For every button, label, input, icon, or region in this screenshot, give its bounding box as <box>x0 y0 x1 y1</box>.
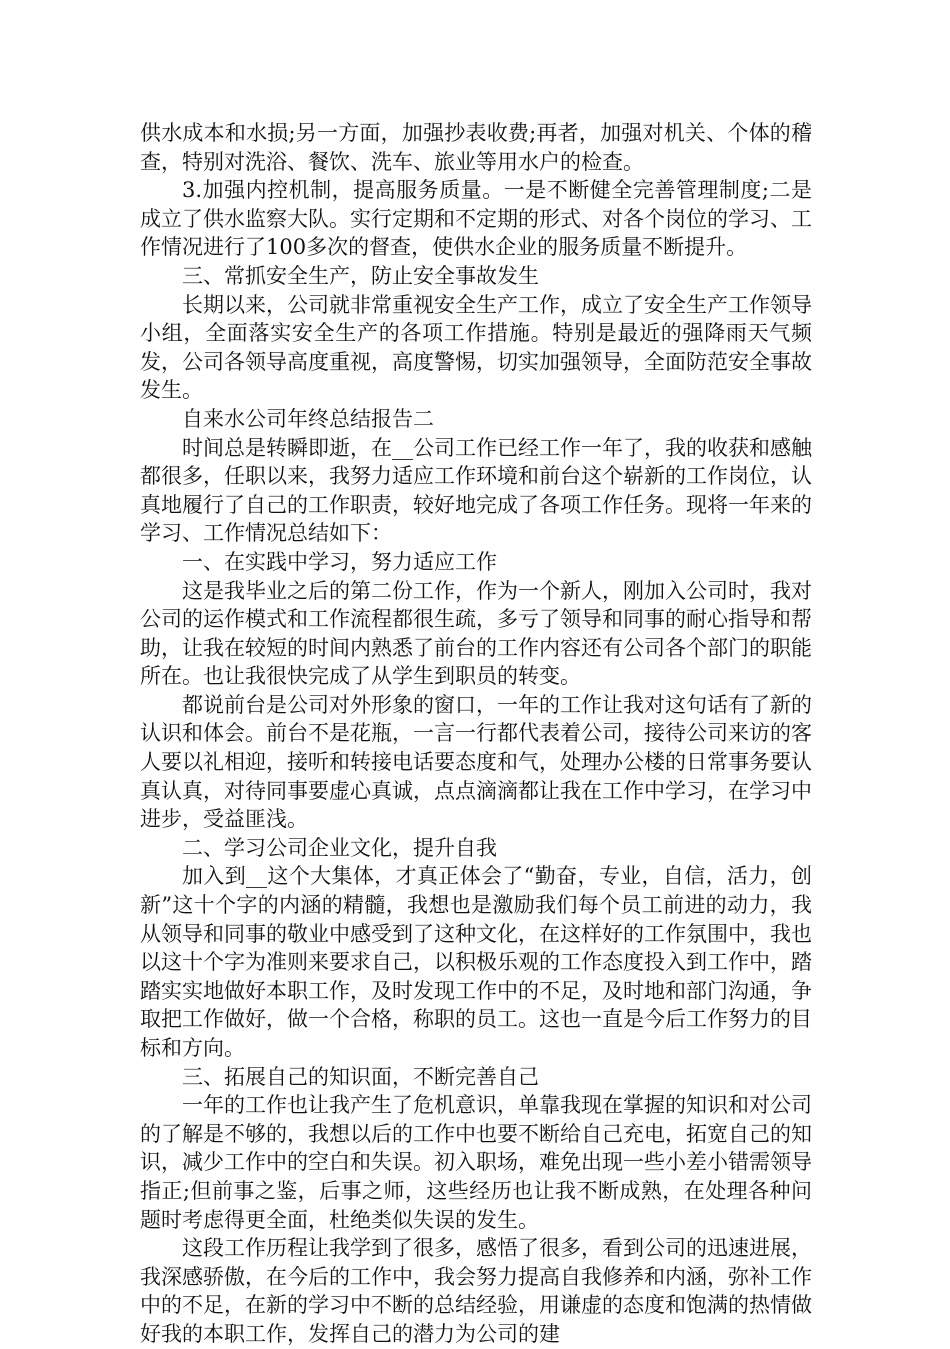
section-heading-practice: 一、在实践中学习，努力适应工作 <box>182 549 497 574</box>
paragraph-practice: 这是我毕业之后的第二份工作，作为一个新人，刚加入公司时，我对公司的运作模式和工作流程都很生疏，多亏了领导和同事的耐心指导和帮助，让我在较短的时间内熟悉了前台的工作内容还有公司各个部门的职能所在。也让我很快完成了从学生到职员的转变。 <box>140 578 812 689</box>
paragraph-internal-control: 3.加强内控机制，提高服务质量。一是不断健全完善管理制度;二是成立了供水监察大队。实行定期和不定期的形式、对各个岗位的学习、工作情况进行了100多次的督查，使供水企业的服务质量不断提升。 <box>140 178 812 260</box>
paragraph-front-desk: 都说前台是公司对外形象的窗口，一年的工作让我对这句话有了新的认识和体会。前台不是花瓶，一言一行都代表着公司，接待公司来访的客人要以礼相迎，接听和转接电话要态度和气，处理办公楼的日常事务要认真认真，对待同事要虚心真诚，点点滴滴都让我在工作中学习，在学习中进步，受益匪浅。 <box>140 692 812 832</box>
paragraph-intro: 时间总是转瞬即逝，在__公司工作已经工作一年了，我的收获和感触都很多，任职以来，我努力适应工作环境和前台这个崭新的工作岗位，认真地履行了自己的工作职责，较好地完成了各项工作任务。现将一年来的学习、工作情况总结如下： <box>140 435 812 546</box>
paragraph-knowledge: 一年的工作也让我产生了危机意识，单靠我现在掌握的知识和对公司的了解是不够的，我想以后的工作中也要不断给自己充电，拓宽自己的知识，减少工作中的空白和失误。初入职场，难免出现一些小差小错需领导指正;但前事之鉴，后事之师，这些经历也让我不断成熟，在处理各种问题时考虑得更全面，杜绝类似失误的发生。 <box>140 1093 812 1232</box>
paragraph-continued: 供水成本和水损;另一方面，加强抄表收费;再者，加强对机关、个体的稽查，特别对洗浴、餐饮、洗车、旅业等用水户的检查。 <box>140 121 812 174</box>
report-title-two: 自来水公司年终总结报告二 <box>182 406 434 431</box>
paragraph-culture: 加入到__这个大集体，才真正体会了“勤奋，专业，自信，活力，创新”这十个字的内涵的精髓，我想也是激励我们每个员工前进的动力，我从领导和同事的敬业中感受到了这种文化，在这样好的工作氛围中，我也以这十个字为准则来要求自己，以积极乐观的工作态度投入到工作中，踏踏实实地做好本职工作，及时发现工作中的不足，及时地和部门沟通，争取把工作做好，做一个合格，称职的员工。这也一直是今后工作努力的目标和方向。 <box>140 864 812 1060</box>
document-body <box>140 119 812 1349</box>
section-heading-culture: 二、学习公司企业文化，提升自我 <box>182 835 497 860</box>
section-heading-knowledge: 三、拓展自己的知识面，不断完善自己 <box>182 1064 539 1089</box>
paragraph-safety: 长期以来，公司就非常重视安全生产工作，成立了安全生产工作领导小组，全面落实安全生产的各项工作措施。特别是最近的强降雨天气频发，公司各领导高度重视，高度警惕，切实加强领导，全面防范安全事故发生。 <box>140 292 812 403</box>
paragraph-conclusion: 这段工作历程让我学到了很多，感悟了很多，看到公司的迅速进展，我深感骄傲，在今后的工作中，我会努力提高自我修养和内涵，弥补工作中的不足，在新的学习中不断的总结经验，用谦虚的态度和饱满的热情做好我的本职工作，发挥自己的潜力为公司的建 <box>140 1236 812 1346</box>
section-heading-safety: 三、常抓安全生产，防止安全事故发生 <box>182 263 539 288</box>
